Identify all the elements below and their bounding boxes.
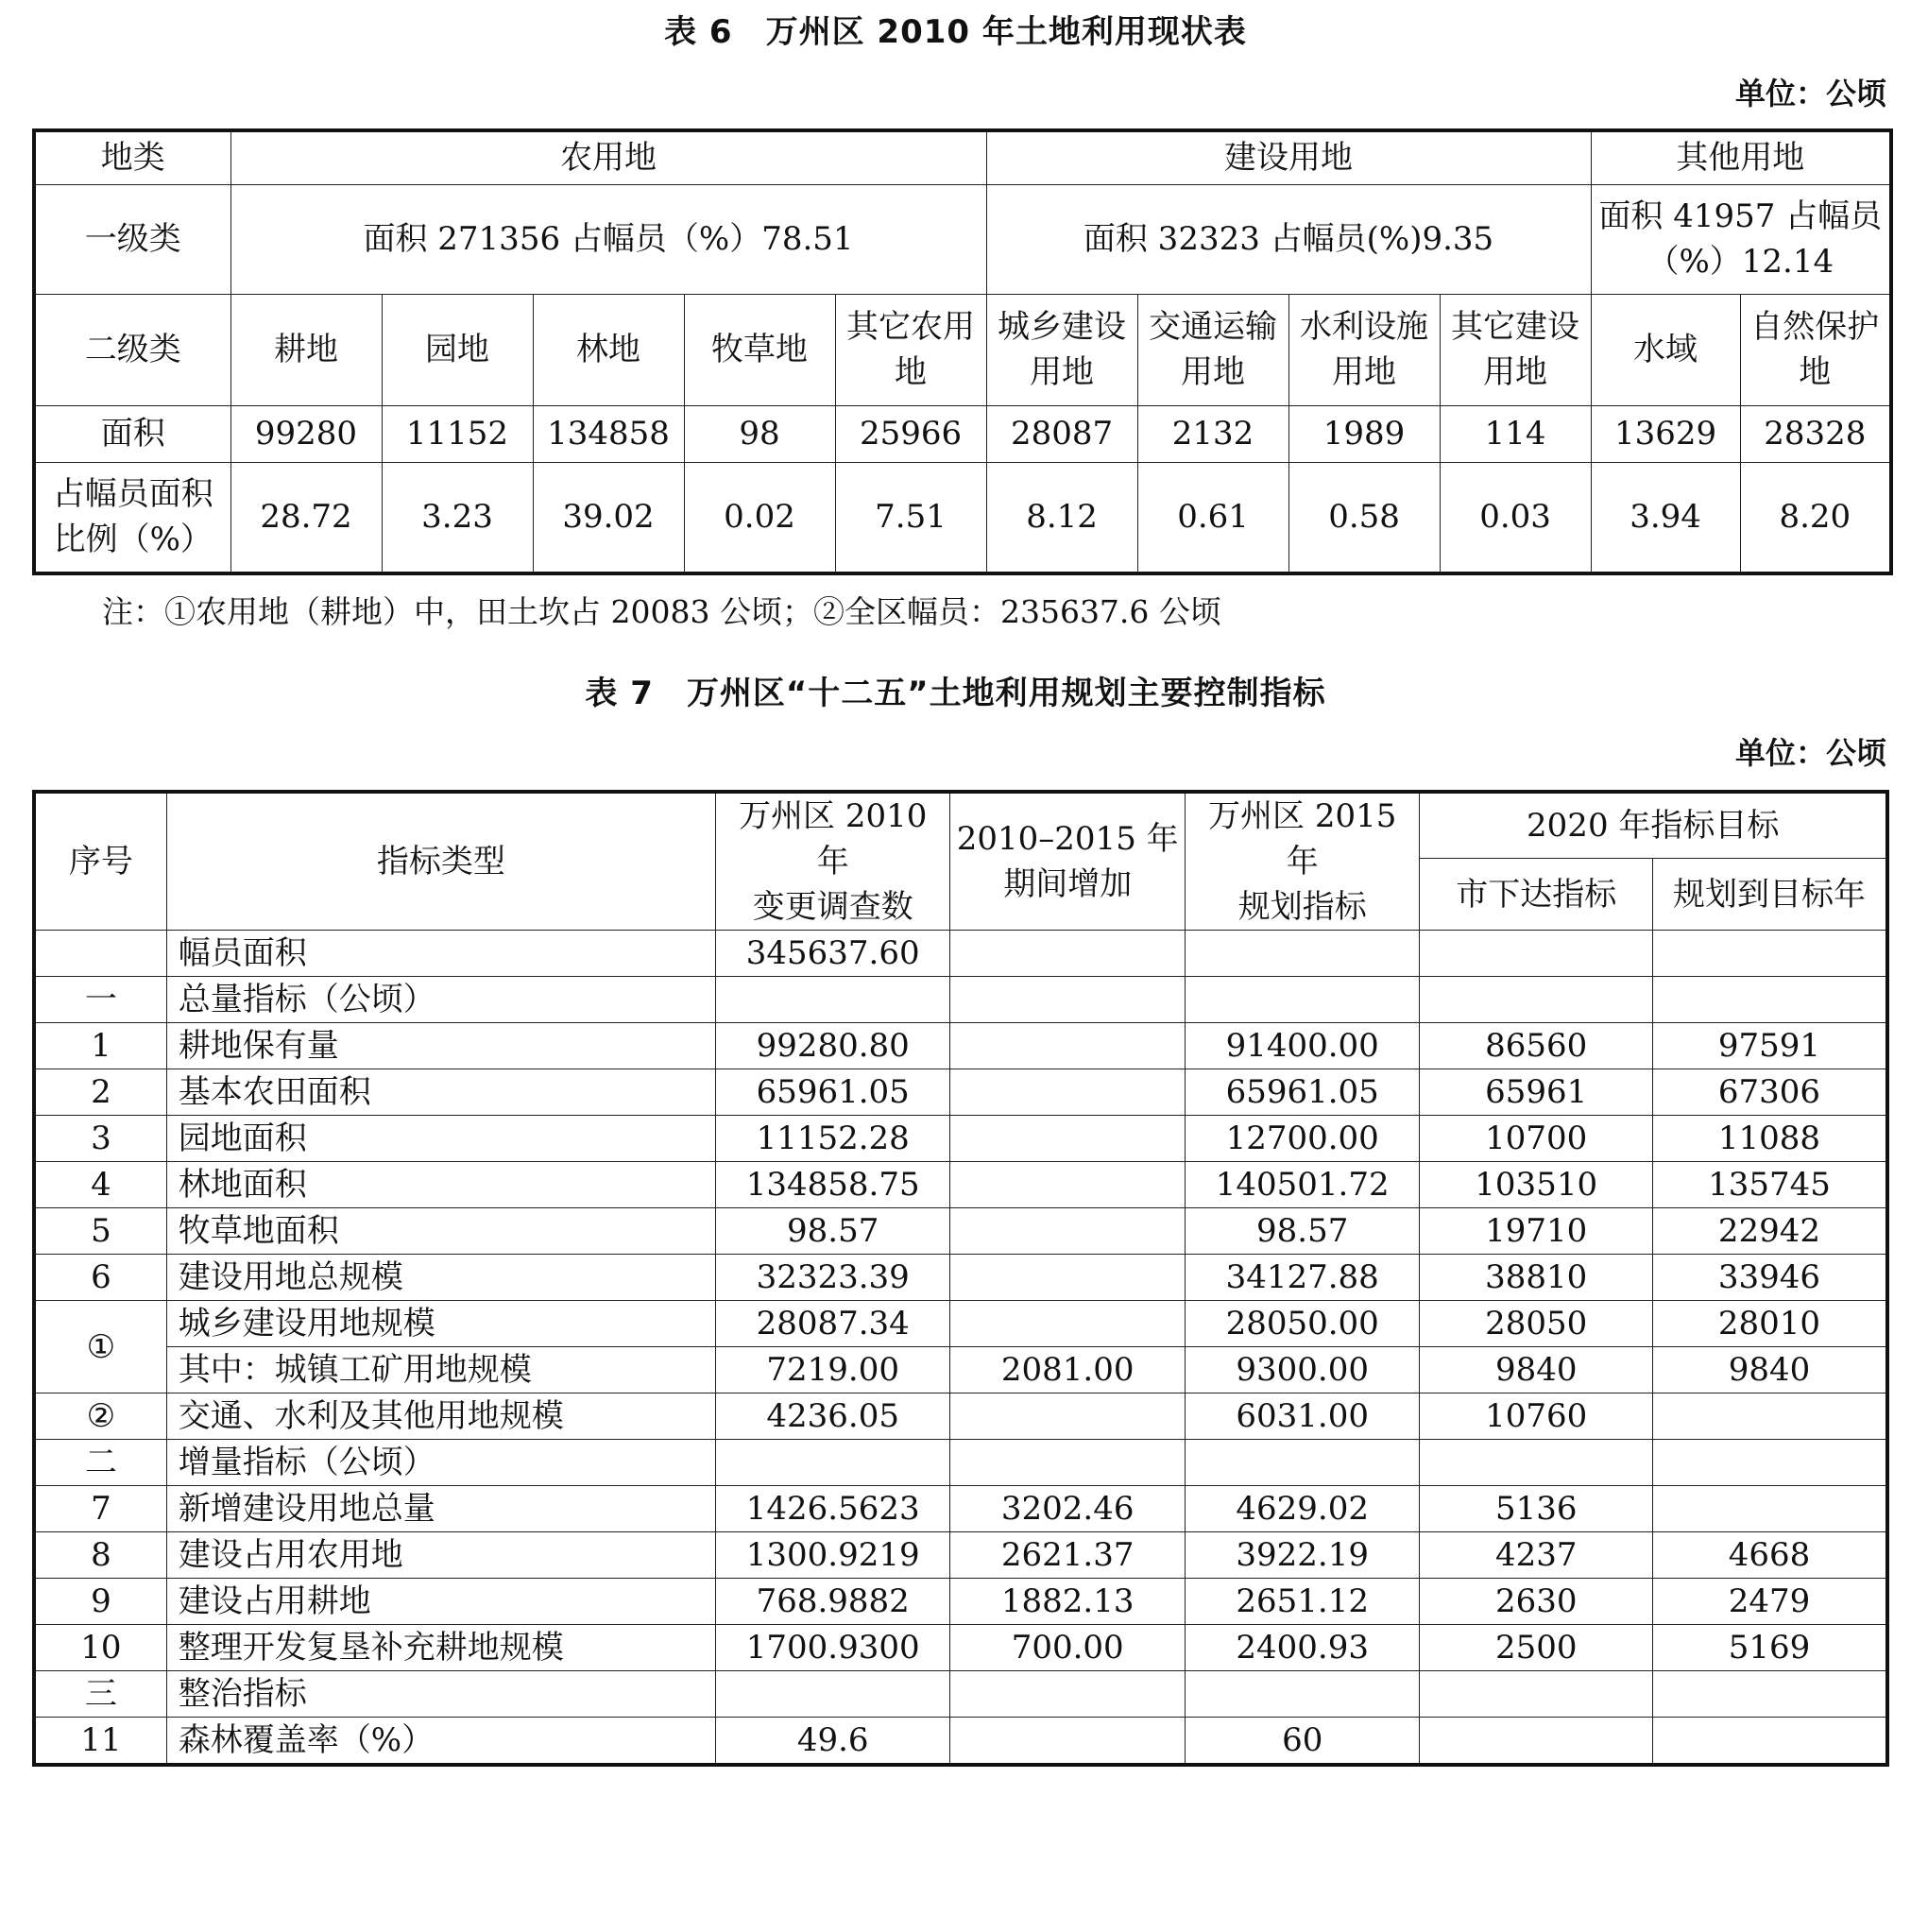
table-row <box>34 1440 1887 1486</box>
table-row <box>34 1347 1887 1393</box>
t7-value-d: 19710 <box>1420 1208 1653 1255</box>
t7-value-c: 9300.00 <box>1185 1347 1420 1393</box>
t7-value-a: 7219.00 <box>715 1347 950 1393</box>
t7-value-a: 345637.60 <box>715 931 950 977</box>
t6-ratio-label <box>34 462 230 573</box>
t7-value-a: 134858.75 <box>715 1162 950 1208</box>
t7-indicator-name: 交通、水利及其他用地规模 <box>166 1393 715 1440</box>
table-row <box>34 1023 1887 1069</box>
t7-seq-cell: 9 <box>34 1579 166 1625</box>
t6-level2-label: 二级类 <box>34 294 230 405</box>
t7-header-increase <box>950 792 1186 931</box>
t6-area-cell-2: 134858 <box>533 405 684 462</box>
t6-header-row <box>34 130 1891 184</box>
t7-value-c: 28050.00 <box>1185 1301 1420 1347</box>
t7-value-a: 4236.05 <box>715 1393 950 1440</box>
t6-level2-cell-2: 林地 <box>533 294 684 405</box>
t6-level2-cell-3: 牧草地 <box>684 294 835 405</box>
table-row <box>34 1301 1887 1347</box>
t7-value-d: 28050 <box>1420 1301 1653 1347</box>
table6-note: 注：①农用地（耕地）中，田土坎占 20083 公顷；②全区幅员：235637.6 公顷 <box>102 593 1221 630</box>
t7-value-d: 4237 <box>1420 1532 1653 1579</box>
table-row <box>34 977 1887 1023</box>
t7-value-b <box>950 1718 1186 1766</box>
t7-seq-cell: 7 <box>34 1486 166 1532</box>
t7-header-plan-target: 规划到目标年 <box>1652 859 1887 931</box>
t7-value-b <box>950 1393 1186 1440</box>
t7-indicator-name: 建设占用耕地 <box>166 1579 715 1625</box>
t7-value-e: 28010 <box>1652 1301 1887 1347</box>
t7-value-e: 2479 <box>1652 1579 1887 1625</box>
table-row <box>34 1116 1887 1162</box>
t7-value-c: 2651.12 <box>1185 1579 1420 1625</box>
t7-value-a: 1700.9300 <box>715 1625 950 1671</box>
t7-value-d <box>1420 1671 1653 1718</box>
t6-ratio-cell-4: 7.51 <box>835 462 986 573</box>
t7-value-c: 98.57 <box>1185 1208 1420 1255</box>
t7-value-b: 1882.13 <box>950 1579 1186 1625</box>
t7-seq-cell: 1 <box>34 1023 166 1069</box>
table-row <box>34 1532 1887 1579</box>
t7-value-c <box>1185 1671 1420 1718</box>
table-row <box>34 1393 1887 1440</box>
t6-level2-cell-9: 水域 <box>1591 294 1740 405</box>
t7-seq-cell: 5 <box>34 1208 166 1255</box>
t7-value-d: 10760 <box>1420 1393 1653 1440</box>
t7-header-2010-line2: 变更调查数 <box>752 888 913 926</box>
table-row <box>34 1718 1887 1766</box>
t7-seq-cell: 三 <box>34 1671 166 1718</box>
t6-area-cell-0: 99280 <box>230 405 382 462</box>
t6-level1-construction: 面积 32323 占幅员(%)9.35 <box>986 184 1591 294</box>
t6-level1-row <box>34 184 1891 294</box>
t6-level1-label: 一级类 <box>34 184 230 294</box>
t7-value-e: 97591 <box>1652 1023 1887 1069</box>
t7-value-c: 4629.02 <box>1185 1486 1420 1532</box>
t7-value-d: 2500 <box>1420 1625 1653 1671</box>
t7-indicator-name: 幅员面积 <box>166 931 715 977</box>
t6-ratio-cell-10: 8.20 <box>1740 462 1891 573</box>
t7-value-c: 2400.93 <box>1185 1625 1420 1671</box>
table7 <box>32 790 1889 1767</box>
t6-area-cell-10: 28328 <box>1740 405 1891 462</box>
t6-level1-other-line2: （%）12.14 <box>1647 243 1834 281</box>
t6-header-construction: 建设用地 <box>986 130 1591 184</box>
t7-value-b <box>950 1069 1186 1116</box>
t7-value-a <box>715 1440 950 1486</box>
t7-indicator-name: 园地面积 <box>166 1116 715 1162</box>
t6-area-cell-7: 1989 <box>1288 405 1440 462</box>
t7-value-d <box>1420 977 1653 1023</box>
t6-level2-row <box>34 294 1891 405</box>
t7-header-2020: 2020 年指标目标 <box>1420 792 1887 859</box>
t7-header-type: 指标类型 <box>166 792 715 931</box>
t7-header-increase-line1: 2010–2015 年 <box>956 820 1179 858</box>
t7-value-c: 65961.05 <box>1185 1069 1420 1116</box>
table-row <box>34 1162 1887 1208</box>
t6-header-other: 其他用地 <box>1591 130 1891 184</box>
t6-ratio-cell-9: 3.94 <box>1591 462 1740 573</box>
t7-value-b: 700.00 <box>950 1625 1186 1671</box>
t7-indicator-name: 林地面积 <box>166 1162 715 1208</box>
table-row <box>34 1625 1887 1671</box>
t7-indicator-name: 耕地保有量 <box>166 1023 715 1069</box>
t7-value-e <box>1652 1440 1887 1486</box>
t7-header-increase-line2: 期间增加 <box>1003 865 1133 903</box>
table6-unit: 单位：公顷 <box>1734 76 1886 111</box>
t7-value-b <box>950 1116 1186 1162</box>
t6-header-label: 地类 <box>34 130 230 184</box>
t7-value-e: 135745 <box>1652 1162 1887 1208</box>
t7-value-e: 11088 <box>1652 1116 1887 1162</box>
t7-value-a: 11152.28 <box>715 1116 950 1162</box>
t7-value-b <box>950 1440 1186 1486</box>
t6-area-cell-4: 25966 <box>835 405 986 462</box>
t7-value-a: 32323.39 <box>715 1255 950 1301</box>
t6-area-cell-8: 114 <box>1440 405 1591 462</box>
t7-value-a: 1300.9219 <box>715 1532 950 1579</box>
t7-value-c: 3922.19 <box>1185 1532 1420 1579</box>
t7-seq-cell: ① <box>34 1301 166 1393</box>
t7-value-e: 33946 <box>1652 1255 1887 1301</box>
t7-value-b: 2081.00 <box>950 1347 1186 1393</box>
t7-header-2015 <box>1185 792 1420 931</box>
table6-title: 表 6 万州区 2010 年土地利用现状表 <box>664 13 1247 51</box>
t6-area-cell-1: 11152 <box>382 405 533 462</box>
t6-area-cell-9: 13629 <box>1591 405 1740 462</box>
t7-value-d <box>1420 931 1653 977</box>
t7-header-2015-line2: 规划指标 <box>1237 888 1367 926</box>
t7-value-e <box>1652 977 1887 1023</box>
t7-header-row1 <box>34 792 1887 859</box>
table-row <box>34 931 1887 977</box>
t7-seq-cell: 4 <box>34 1162 166 1208</box>
t7-value-b: 3202.46 <box>950 1486 1186 1532</box>
t7-indicator-name: 增量指标（公顷） <box>166 1440 715 1486</box>
t7-seq-cell: 二 <box>34 1440 166 1486</box>
t7-value-e: 67306 <box>1652 1069 1887 1116</box>
t7-value-b: 2621.37 <box>950 1532 1186 1579</box>
t7-seq-cell: ② <box>34 1393 166 1440</box>
t7-header-seq: 序号 <box>34 792 166 931</box>
t7-value-a: 49.6 <box>715 1718 950 1766</box>
t7-value-d: 2630 <box>1420 1579 1653 1625</box>
t7-indicator-name: 建设用地总规模 <box>166 1255 715 1301</box>
t7-indicator-name: 森林覆盖率（%） <box>166 1718 715 1766</box>
t6-level2-cell-5: 城乡建设用地 <box>986 294 1137 405</box>
t7-value-e <box>1652 1671 1887 1718</box>
t7-value-c: 34127.88 <box>1185 1255 1420 1301</box>
t6-area-cell-3: 98 <box>684 405 835 462</box>
t7-value-d: 65961 <box>1420 1069 1653 1116</box>
t7-indicator-name: 整理开发复垦补充耕地规模 <box>166 1625 715 1671</box>
t6-ratio-label-line1: 占幅员面积 <box>52 475 213 514</box>
t7-indicator-name: 城乡建设用地规模 <box>166 1301 715 1347</box>
t6-level1-other-line1: 面积 41957 占幅员 <box>1598 197 1883 235</box>
t7-value-c: 91400.00 <box>1185 1023 1420 1069</box>
t7-value-c: 12700.00 <box>1185 1116 1420 1162</box>
t6-level2-cell-0: 耕地 <box>230 294 382 405</box>
table-row <box>34 1579 1887 1625</box>
t7-value-d <box>1420 1718 1653 1766</box>
t6-ratio-cell-0: 28.72 <box>230 462 382 573</box>
t7-value-a: 99280.80 <box>715 1023 950 1069</box>
t6-level2-cell-6: 交通运输用地 <box>1137 294 1288 405</box>
t7-seq-cell: 8 <box>34 1532 166 1579</box>
t7-value-e <box>1652 1718 1887 1766</box>
t7-value-d <box>1420 1440 1653 1486</box>
t7-header-city-target: 市下达指标 <box>1420 859 1653 931</box>
t7-value-c <box>1185 1440 1420 1486</box>
t7-value-b <box>950 977 1186 1023</box>
t7-value-e: 5169 <box>1652 1625 1887 1671</box>
t7-value-b <box>950 1208 1186 1255</box>
t7-value-b <box>950 931 1186 977</box>
t6-level2-cell-4: 其它农用地 <box>835 294 986 405</box>
t6-level2-cell-7: 水利设施用地 <box>1288 294 1440 405</box>
t7-value-e: 9840 <box>1652 1347 1887 1393</box>
t7-value-b <box>950 1162 1186 1208</box>
t7-value-d: 103510 <box>1420 1162 1653 1208</box>
t7-value-e <box>1652 1393 1887 1440</box>
t7-value-d: 5136 <box>1420 1486 1653 1532</box>
t7-value-b <box>950 1255 1186 1301</box>
t7-value-b <box>950 1671 1186 1718</box>
t6-level1-agri: 面积 271356 占幅员（%）78.51 <box>230 184 986 294</box>
t7-value-a <box>715 1671 950 1718</box>
t7-indicator-name: 牧草地面积 <box>166 1208 715 1255</box>
t7-seq-cell: 6 <box>34 1255 166 1301</box>
t6-ratio-cell-5: 8.12 <box>986 462 1137 573</box>
table-row <box>34 1255 1887 1301</box>
t7-value-b <box>950 1301 1186 1347</box>
t7-indicator-name: 基本农田面积 <box>166 1069 715 1116</box>
t6-ratio-label-line2: 比例（%） <box>53 521 213 559</box>
t6-area-label: 面积 <box>34 405 230 462</box>
table-row <box>34 1069 1887 1116</box>
t7-indicator-name: 其中：城镇工矿用地规模 <box>166 1347 715 1393</box>
t6-ratio-cell-6: 0.61 <box>1137 462 1288 573</box>
t7-value-a: 768.9882 <box>715 1579 950 1625</box>
t7-indicator-name: 总量指标（公顷） <box>166 977 715 1023</box>
t7-value-e: 22942 <box>1652 1208 1887 1255</box>
t7-value-b <box>950 1023 1186 1069</box>
t6-area-cell-5: 28087 <box>986 405 1137 462</box>
t7-value-d: 10700 <box>1420 1116 1653 1162</box>
t7-seq-cell: 11 <box>34 1718 166 1766</box>
t7-value-d: 38810 <box>1420 1255 1653 1301</box>
t7-value-a: 98.57 <box>715 1208 950 1255</box>
t7-seq-cell: 一 <box>34 977 166 1023</box>
table-row <box>34 1671 1887 1718</box>
t7-value-c: 6031.00 <box>1185 1393 1420 1440</box>
t7-value-c: 140501.72 <box>1185 1162 1420 1208</box>
t6-level2-cell-1: 园地 <box>382 294 533 405</box>
t6-ratio-cell-8: 0.03 <box>1440 462 1591 573</box>
table7-title: 表 7 万州区“十二五”土地利用规划主要控制指标 <box>585 675 1326 712</box>
t6-ratio-cell-7: 0.58 <box>1288 462 1440 573</box>
t7-seq-cell: 2 <box>34 1069 166 1116</box>
t7-value-e <box>1652 1486 1887 1532</box>
t6-ratio-cell-1: 3.23 <box>382 462 533 573</box>
t7-value-c <box>1185 931 1420 977</box>
t7-value-a: 65961.05 <box>715 1069 950 1116</box>
t6-level2-cell-10: 自然保护地 <box>1740 294 1891 405</box>
t7-indicator-name: 整治指标 <box>166 1671 715 1718</box>
t7-header-2015-line1: 万州区 2015 年 <box>1208 797 1397 881</box>
t6-level1-other <box>1591 184 1891 294</box>
t7-seq-cell <box>34 931 166 977</box>
t6-header-agri: 农用地 <box>230 130 986 184</box>
t6-ratio-cell-2: 39.02 <box>533 462 684 573</box>
table7-unit: 单位：公顷 <box>1734 735 1886 771</box>
t6-area-row <box>34 405 1891 462</box>
t7-value-d: 9840 <box>1420 1347 1653 1393</box>
t7-indicator-name: 新增建设用地总量 <box>166 1486 715 1532</box>
t7-value-c: 60 <box>1185 1718 1420 1766</box>
t6-ratio-row <box>34 462 1891 573</box>
t7-value-e: 4668 <box>1652 1532 1887 1579</box>
t7-value-a: 28087.34 <box>715 1301 950 1347</box>
t6-ratio-cell-3: 0.02 <box>684 462 835 573</box>
t7-seq-cell: 10 <box>34 1625 166 1671</box>
t6-level2-cell-8: 其它建设用地 <box>1440 294 1591 405</box>
t7-header-2010 <box>715 792 950 931</box>
t7-value-e <box>1652 931 1887 977</box>
t7-value-a: 1426.5623 <box>715 1486 950 1532</box>
t6-area-cell-6: 2132 <box>1137 405 1288 462</box>
t7-header-2010-line1: 万州区 2010 年 <box>739 797 928 881</box>
t7-value-a <box>715 977 950 1023</box>
table-row <box>34 1208 1887 1255</box>
table6 <box>32 128 1893 575</box>
t7-value-c <box>1185 977 1420 1023</box>
table-row <box>34 1486 1887 1532</box>
t7-indicator-name: 建设占用农用地 <box>166 1532 715 1579</box>
t7-seq-cell: 3 <box>34 1116 166 1162</box>
t7-value-d: 86560 <box>1420 1023 1653 1069</box>
